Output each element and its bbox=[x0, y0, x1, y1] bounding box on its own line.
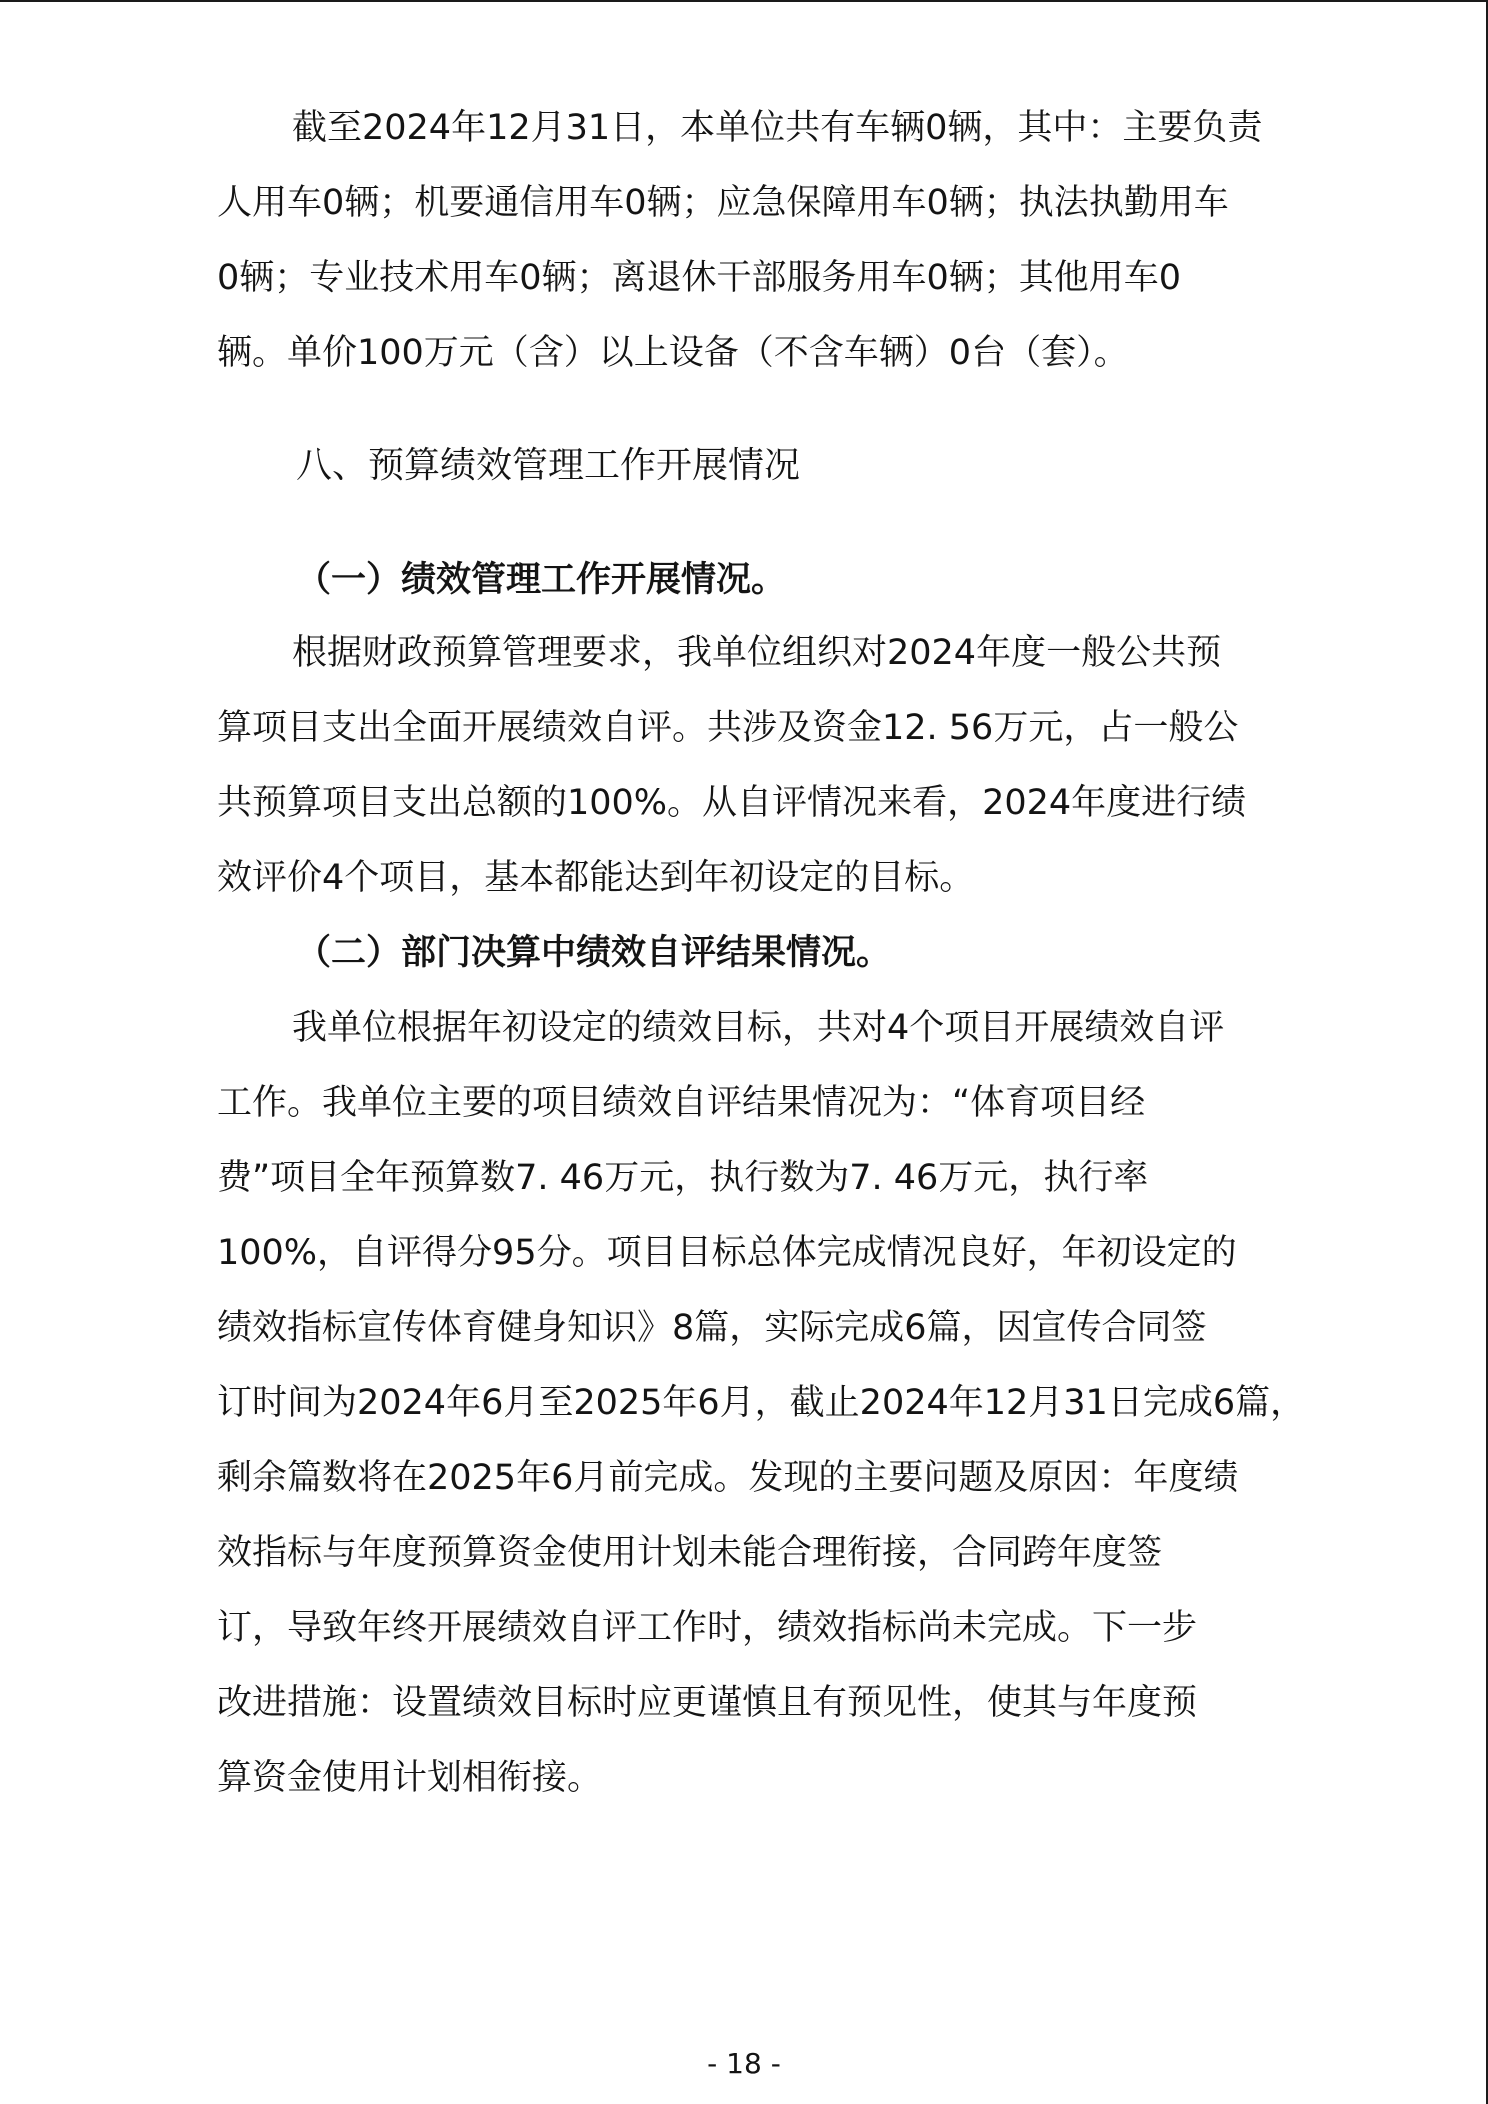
text-line: 根据财政预算管理要求，我单位组织对2024年度一般公共预 bbox=[292, 633, 1222, 673]
subsection-heading: （一）绩效管理工作开展情况。 bbox=[296, 560, 787, 600]
section-heading: 八、预算绩效管理工作开展情况 bbox=[296, 445, 801, 486]
text-line: 截至2024年12月31日，本单位共有车辆0辆，其中：主要负责 bbox=[292, 108, 1263, 148]
text-line: 绩效指标宣传体育健身知识》8篇，实际完成6篇，因宣传合同签 bbox=[217, 1308, 1207, 1348]
text-line: 共预算项目支出总额的100%。从自评情况来看，2024年度进行绩 bbox=[217, 783, 1247, 823]
text-line: 剩余篇数将在2025年6月前完成。发现的主要问题及原因：年度绩 bbox=[217, 1458, 1239, 1498]
text-line: 效指标与年度预算资金使用计划未能合理衔接，合同跨年度签 bbox=[217, 1533, 1163, 1573]
text-line: 算项目支出全面开展绩效自评。共涉及资金12. 56万元，占一般公 bbox=[217, 708, 1239, 748]
text-line: 0辆；专业技术用车0辆；离退休干部服务用车0辆；其他用车0 bbox=[217, 258, 1182, 298]
subsection-heading: （二）部门决算中绩效自评结果情况。 bbox=[296, 933, 892, 973]
page-top-border bbox=[0, 0, 1488, 2]
text-line: 效评价4个项目，基本都能达到年初设定的目标。 bbox=[217, 858, 975, 898]
text-line: 辆。单价100万元（含）以上设备（不含车辆）0台（套）。 bbox=[217, 333, 1129, 373]
text-line: 工作。我单位主要的项目绩效自评结果情况为：“体育项目经 bbox=[217, 1083, 1146, 1123]
text-line: 算资金使用计划相衔接。 bbox=[217, 1758, 603, 1798]
page-number: - 18 - bbox=[707, 2047, 781, 2080]
text-line: 我单位根据年初设定的绩效目标，共对4个项目开展绩效自评 bbox=[292, 1008, 1225, 1048]
text-line: 100%，自评得分95分。项目目标总体完成情况良好，年初设定的 bbox=[217, 1233, 1237, 1273]
text-line: 人用车0辆；机要通信用车0辆；应急保障用车0辆；执法执勤用车 bbox=[217, 183, 1229, 223]
text-line: 改进措施：设置绩效目标时应更谨慎且有预见性，使其与年度预 bbox=[217, 1683, 1198, 1723]
text-line: 费”项目全年预算数7. 46万元，执行数为7. 46万元，执行率 bbox=[217, 1158, 1149, 1198]
text-line: 订时间为2024年6月至2025年6月，截止2024年12月31日完成6篇， bbox=[217, 1383, 1306, 1423]
text-line: 订，导致年终开展绩效自评工作时，绩效指标尚未完成。下一步 bbox=[217, 1608, 1198, 1648]
